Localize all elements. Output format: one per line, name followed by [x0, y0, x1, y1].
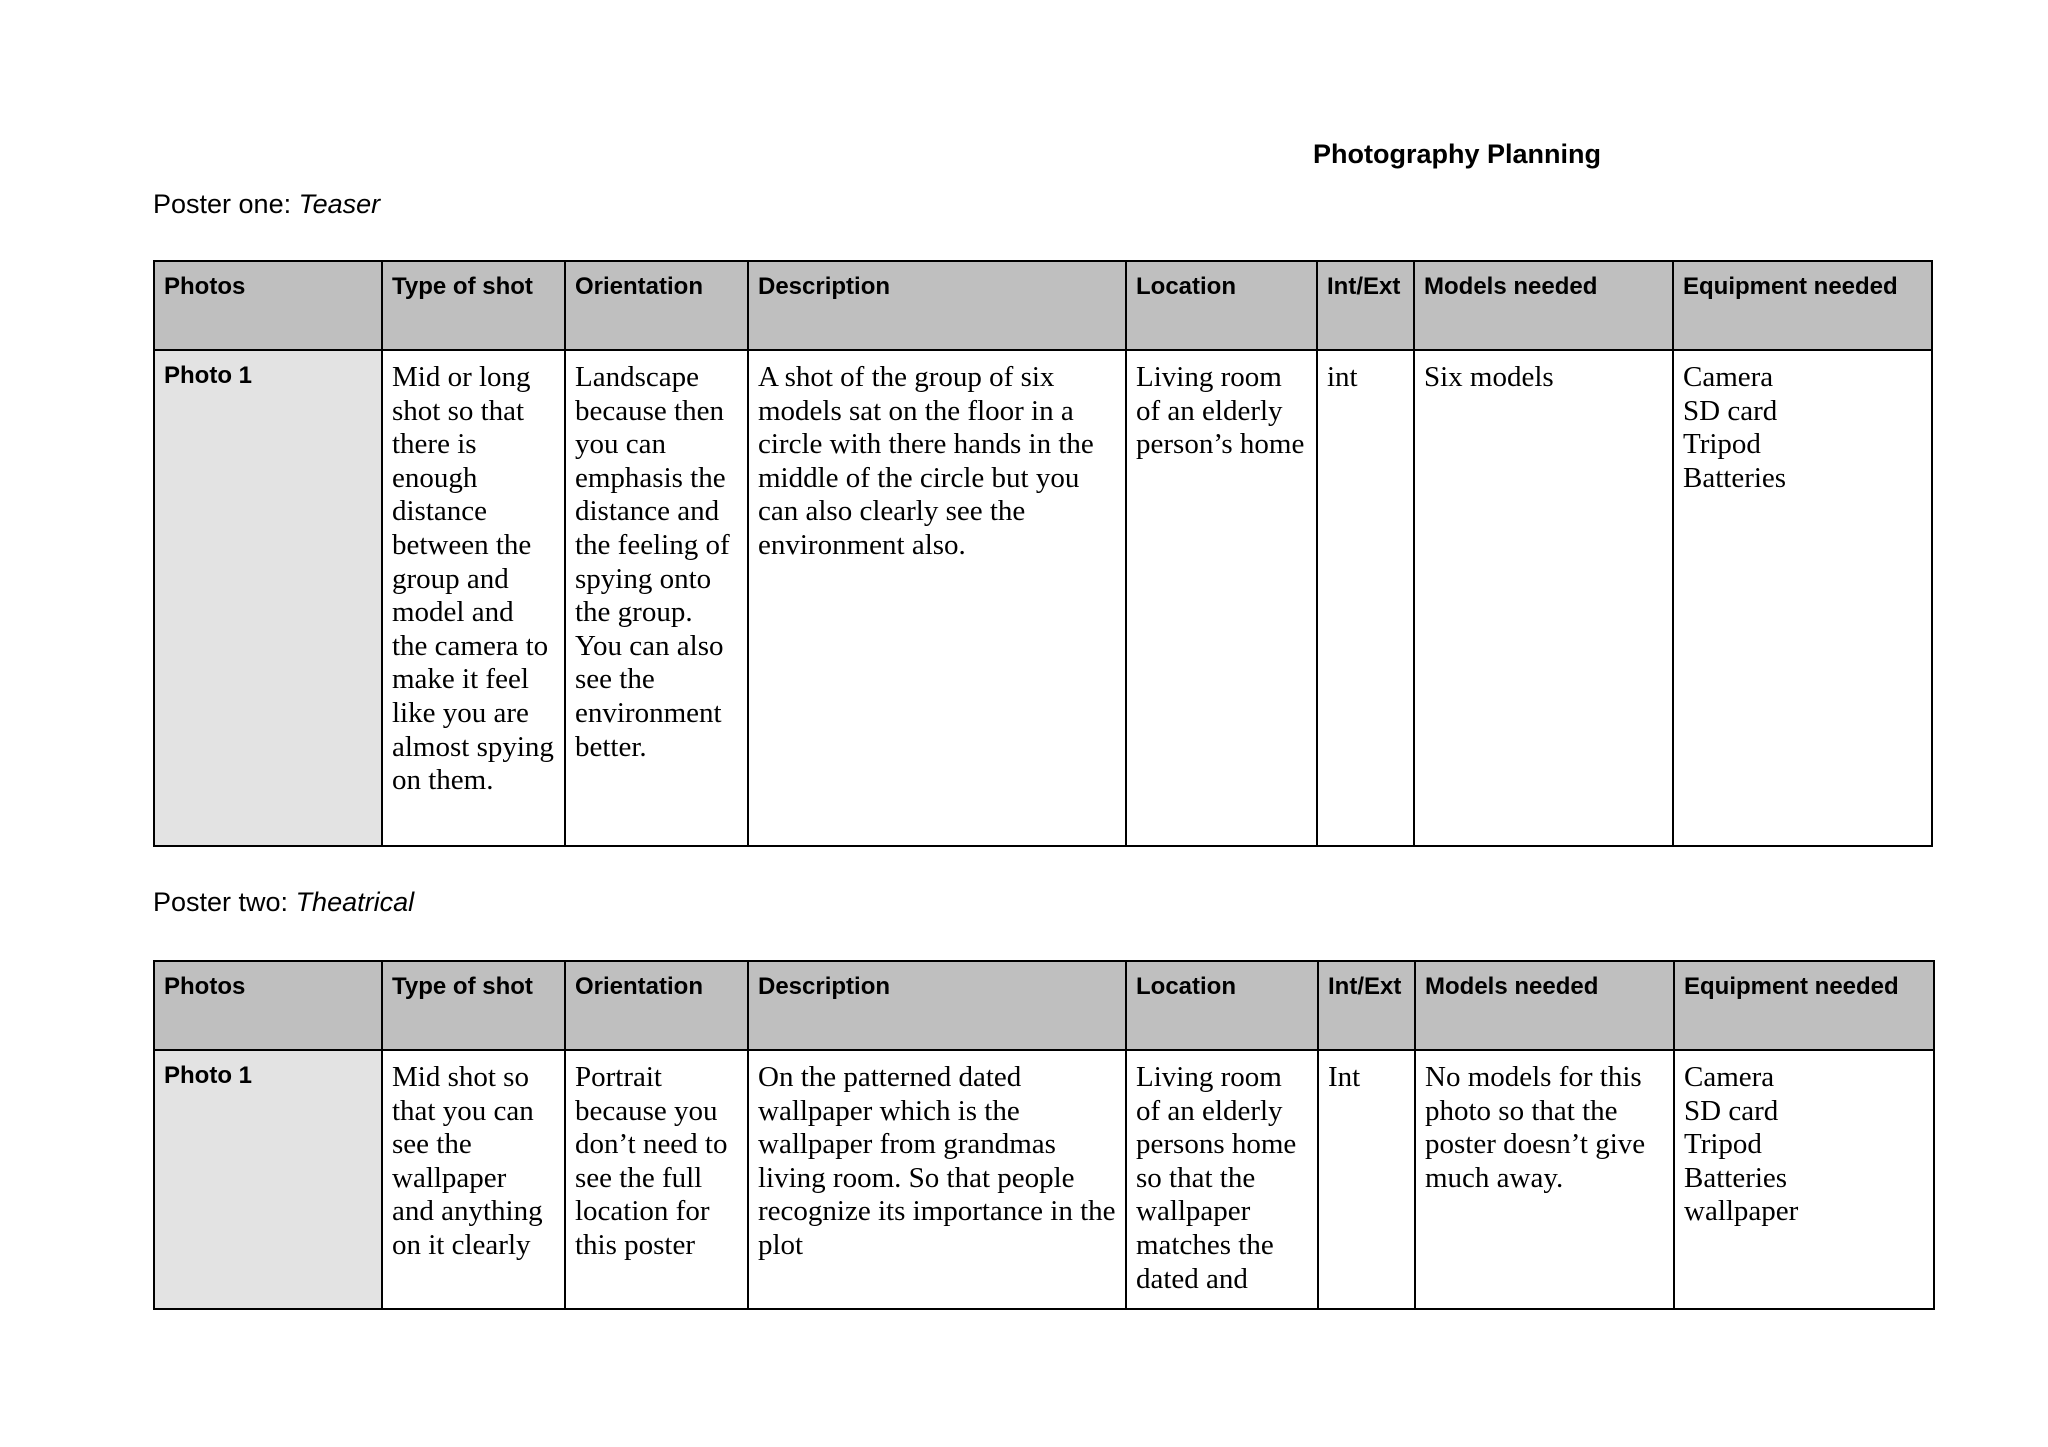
- equipment-needed-cell: Camera SD card Tripod Batteries wallpaper: [1674, 1050, 1934, 1309]
- type-of-shot-cell: Mid shot so that you can see the wallpaper and anything on it clearly: [382, 1050, 565, 1309]
- table-row: [154, 1050, 1934, 1309]
- header-type-of-shot: Type of shot: [382, 261, 565, 350]
- location-cell: Living room of an elderly person’s home: [1126, 350, 1317, 846]
- orientation-cell: Portrait because you don’t need to see the full location for this poster: [565, 1050, 748, 1309]
- poster-two-table: [153, 960, 1935, 1310]
- models-needed-cell: No models for this photo so that the poster doesn’t give much away.: [1415, 1050, 1674, 1309]
- poster-one-name: Teaser: [298, 189, 381, 219]
- poster-two-label: Poster two:: [153, 887, 296, 917]
- page-title: Photography Planning: [1313, 139, 1601, 169]
- table-row: [154, 350, 1932, 846]
- table-header-row: [154, 961, 1934, 1050]
- poster-one-label: Poster one:: [153, 189, 299, 219]
- header-orientation: Orientation: [565, 961, 748, 1050]
- poster-one-table: [153, 260, 1933, 847]
- header-location: Location: [1126, 261, 1317, 350]
- type-of-shot-cell: Mid or long shot so that there is enough distance between the group and model and the camera to make it feel like you are almost spying on them.: [382, 350, 565, 846]
- models-needed-cell: Six models: [1414, 350, 1673, 846]
- header-photos: Photos: [154, 961, 382, 1050]
- header-photos: Photos: [154, 261, 382, 350]
- description-cell: A shot of the group of six models sat on the floor in a circle with there hands in the middle of the circle but you can also clearly see the environment also.: [748, 350, 1126, 846]
- header-description: Description: [748, 261, 1126, 350]
- table-header-row: [154, 261, 1932, 350]
- header-equipment-needed: Equipment needed: [1674, 961, 1934, 1050]
- int-ext-cell: int: [1317, 350, 1414, 846]
- header-int-ext: Int/Ext: [1318, 961, 1415, 1050]
- poster-two-heading: [153, 884, 414, 920]
- header-models-needed: Models needed: [1415, 961, 1674, 1050]
- photo-cell: Photo 1: [154, 350, 382, 846]
- location-cell: Living room of an elderly persons home so that the wallpaper matches the dated and: [1126, 1050, 1318, 1309]
- orientation-cell: Landscape because then you can emphasis the distance and the feeling of spying onto the group. You can also see the environment better.: [565, 350, 748, 846]
- photo-cell: Photo 1: [154, 1050, 382, 1309]
- equipment-needed-cell: Camera SD card Tripod Batteries: [1673, 350, 1932, 846]
- poster-one-heading: [153, 186, 380, 222]
- int-ext-cell: Int: [1318, 1050, 1415, 1309]
- header-description: Description: [748, 961, 1126, 1050]
- header-equipment-needed: Equipment needed: [1673, 261, 1932, 350]
- description-cell: On the patterned dated wallpaper which is the wallpaper from grandmas living room. So that people recognize its importance in the plot: [748, 1050, 1126, 1309]
- header-models-needed: Models needed: [1414, 261, 1673, 350]
- poster-two-name: Theatrical: [295, 887, 415, 917]
- header-location: Location: [1126, 961, 1318, 1050]
- header-orientation: Orientation: [565, 261, 748, 350]
- header-type-of-shot: Type of shot: [382, 961, 565, 1050]
- header-int-ext: Int/Ext: [1317, 261, 1414, 350]
